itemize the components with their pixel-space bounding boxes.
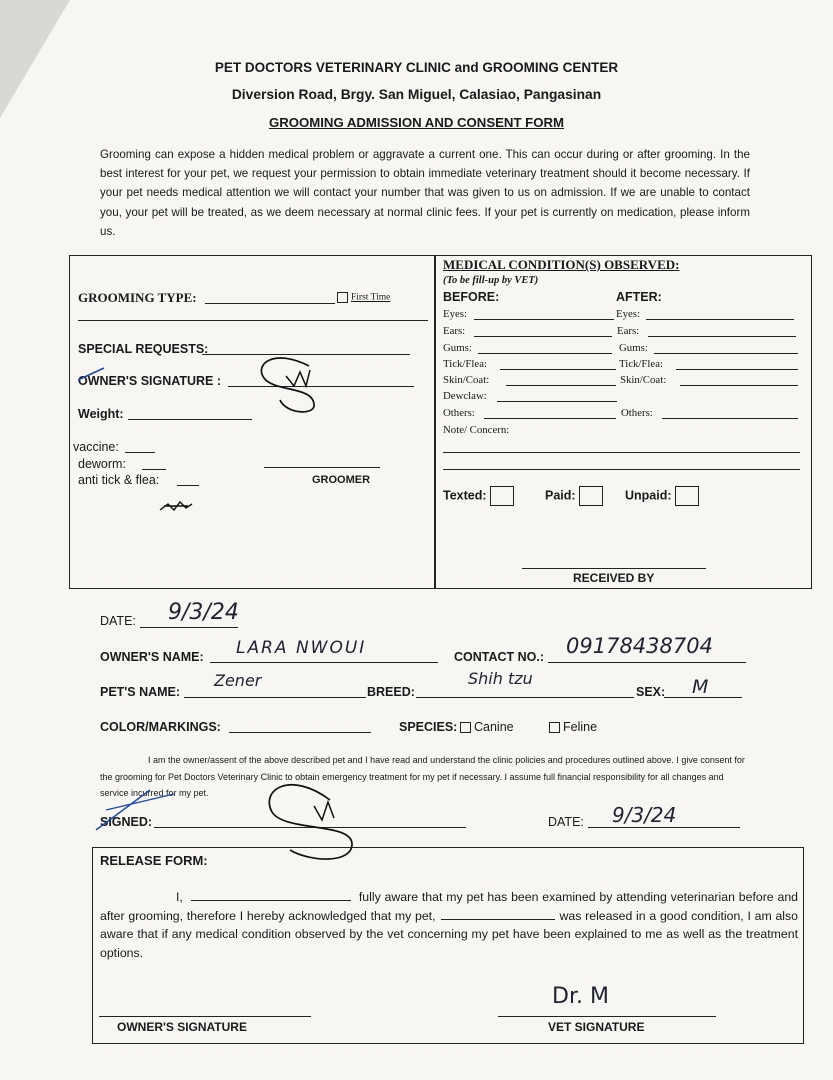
release-title: RELEASE FORM: xyxy=(100,853,208,868)
grooming-type-label: GROOMING TYPE: xyxy=(78,290,197,305)
release-pet-name-field[interactable] xyxy=(441,907,555,920)
note-line-2[interactable] xyxy=(443,469,800,470)
after-eyes-field[interactable] xyxy=(646,319,794,320)
owner-signature-label: OWNER'S SIGNATURE : xyxy=(78,374,222,388)
before-label: BEFORE: xyxy=(443,290,500,304)
deworm-label: deworm: xyxy=(78,457,126,471)
after-tick-label: Tick/Flea: xyxy=(619,358,663,370)
before-ears-field[interactable] xyxy=(474,336,612,337)
unpaid-option[interactable] xyxy=(625,486,699,506)
after-gums-label: Gums: xyxy=(619,342,648,354)
owner-signature-drawing xyxy=(74,346,334,416)
before-gums-field[interactable] xyxy=(478,353,612,354)
canine-label: Canine xyxy=(474,720,514,734)
before-tick-field[interactable] xyxy=(500,369,616,370)
contact-value: 09178438704 xyxy=(566,634,713,658)
special-requests-label: SPECIAL REQUESTS: xyxy=(78,342,209,356)
deworm-field[interactable] xyxy=(142,469,166,470)
before-dewclaw-label: Dewclaw: xyxy=(443,390,487,402)
vet-signature-field[interactable] xyxy=(498,1016,716,1017)
before-ears-label: Ears: xyxy=(443,325,466,337)
texted-option[interactable] xyxy=(443,486,514,506)
weight-label: Weight: xyxy=(78,407,124,421)
after-others-field[interactable] xyxy=(662,418,798,419)
texted-checkbox[interactable] xyxy=(490,486,514,506)
before-eyes-label: Eyes: xyxy=(443,308,467,320)
paid-label: Paid: xyxy=(545,488,576,503)
signed-label: SIGNED: xyxy=(100,815,153,829)
before-eyes-field[interactable] xyxy=(474,319,614,320)
consent-paragraph: I am the owner/assent of the above described pet and I have read and understand the clinic policies and procedures outlined above. I give consent for the grooming for Pet Doctors Veterinary Clinic to obtain emergency treatment for my pet if necessary. I assume full financial responsibility for all changes and service incurred for my pet. xyxy=(100,755,745,798)
vaccine-label: vaccine: xyxy=(73,440,119,454)
sex-label: SEX: xyxy=(636,685,666,699)
unpaid-label: Unpaid: xyxy=(625,488,672,503)
after-skin-label: Skin/Coat: xyxy=(620,374,667,386)
note-line-1[interactable] xyxy=(443,452,800,453)
pet-name-value: Zener xyxy=(214,671,262,690)
after-others-label: Others: xyxy=(621,407,653,419)
weight-field[interactable] xyxy=(128,419,252,420)
release-paragraph xyxy=(100,888,798,962)
received-by-field[interactable] xyxy=(522,568,706,569)
date-field[interactable] xyxy=(140,627,238,628)
signed-date-label: DATE: xyxy=(548,815,584,829)
after-gums-field[interactable] xyxy=(654,353,798,354)
groomer-signature-field[interactable] xyxy=(264,467,380,468)
texted-label: Texted: xyxy=(443,488,487,503)
before-skin-field[interactable] xyxy=(506,385,616,386)
after-tick-field[interactable] xyxy=(676,369,798,370)
grooming-type-line-2[interactable] xyxy=(78,320,428,321)
release-text-2: fully aware that my pet has been examined by attending veterinarian before and after grooming, therefore I hereby acknowledged that my pet, xyxy=(100,890,798,923)
before-others-field[interactable] xyxy=(484,418,616,419)
note-concern-label: Note/ Concern: xyxy=(443,424,510,436)
after-ears-field[interactable] xyxy=(648,336,796,337)
canine-checkbox[interactable] xyxy=(460,722,471,733)
breed-value: Shih tzu xyxy=(468,669,533,688)
paid-checkbox[interactable] xyxy=(579,486,603,506)
before-dewclaw-field[interactable] xyxy=(497,401,617,402)
breed-field[interactable] xyxy=(416,697,634,698)
vet-signature-value: Dr. M xyxy=(552,984,609,1009)
first-time-option[interactable] xyxy=(337,292,390,303)
before-skin-label: Skin/Coat: xyxy=(443,374,490,386)
scribble-mark xyxy=(158,496,198,516)
paid-option[interactable] xyxy=(545,486,603,506)
intro-paragraph: Grooming can expose a hidden medical problem or aggravate a current one. This can occur during or after grooming. In the best interest for your pet, we request your permission to obtain immediate veterinary treatment should it become necessary. If your pet needs medical attention we will contact your number that was given to us on admission. If we are unable to contact you, your pet will be treated, as we deem necessary at normal clinic fees. If your pet is currently on medication, please inform us. xyxy=(100,148,750,238)
anti-tick-flea-field[interactable] xyxy=(177,485,199,486)
pet-name-field[interactable] xyxy=(184,697,366,698)
owner-name-value: LARA NWOUI xyxy=(236,638,367,658)
before-others-label: Others: xyxy=(443,407,475,419)
owner-signature-release-label: OWNER'S SIGNATURE xyxy=(117,1020,247,1034)
clinic-address: Diversion Road, Brgy. San Miguel, Calasiao, Pangasinan xyxy=(231,87,602,102)
signed-date-field[interactable] xyxy=(588,827,740,828)
form-title: GROOMING ADMISSION AND CONSENT FORM xyxy=(268,115,564,130)
after-ears-label: Ears: xyxy=(617,325,640,337)
owner-signature-release-field[interactable] xyxy=(99,1016,311,1017)
release-text-1: I, xyxy=(176,890,183,904)
unpaid-checkbox[interactable] xyxy=(675,486,699,506)
date-value: 9/3/24 xyxy=(168,600,239,625)
first-time-label: First Time xyxy=(351,292,391,303)
medical-subtitle: (To be fill-up by VET) xyxy=(443,275,539,286)
clinic-name: PET DOCTORS VETERINARY CLINIC and GROOMING CENTER xyxy=(214,60,619,75)
release-owner-name-field[interactable] xyxy=(191,888,351,901)
contact-field[interactable] xyxy=(548,662,746,663)
box-divider xyxy=(434,256,436,588)
color-markings-label: COLOR/MARKINGS: xyxy=(100,720,221,734)
feline-label: Feline xyxy=(563,720,598,734)
medical-title: MEDICAL CONDITION(S) OBSERVED: xyxy=(443,257,680,272)
contact-label: CONTACT NO.: xyxy=(454,650,545,664)
species-label: SPECIES: xyxy=(399,720,458,734)
vet-signature-label: VET SIGNATURE xyxy=(548,1020,645,1034)
after-eyes-label: Eyes: xyxy=(616,308,640,320)
after-skin-field[interactable] xyxy=(680,385,798,386)
before-gums-label: Gums: xyxy=(443,342,472,354)
pet-name-label: PET'S NAME: xyxy=(100,685,181,699)
sex-value: M xyxy=(692,676,709,698)
release-text-3: was released in a good condition, I am also aware that if any medical condition observed by the vet concerning my pet have been explained to me as well as the treatment options. xyxy=(100,908,798,960)
anti-tick-flea-label: anti tick & flea: xyxy=(78,473,160,487)
feline-option[interactable] xyxy=(549,720,597,734)
date-label: DATE: xyxy=(100,614,136,628)
after-label: AFTER: xyxy=(616,290,662,304)
vaccine-field[interactable] xyxy=(125,452,155,453)
first-time-checkbox[interactable] xyxy=(337,292,348,303)
owner-name-label: OWNER'S NAME: xyxy=(100,650,204,664)
owner-name-field[interactable] xyxy=(210,662,438,663)
feline-checkbox[interactable] xyxy=(549,722,560,733)
before-tick-label: Tick/Flea: xyxy=(443,358,487,370)
canine-option[interactable] xyxy=(460,720,514,734)
breed-label: BREED: xyxy=(367,685,415,699)
signed-date-value: 9/3/24 xyxy=(612,803,677,827)
color-markings-field[interactable] xyxy=(229,732,371,733)
groomer-label: GROOMER xyxy=(312,474,371,486)
received-by-label: RECEIVED BY xyxy=(573,571,655,585)
